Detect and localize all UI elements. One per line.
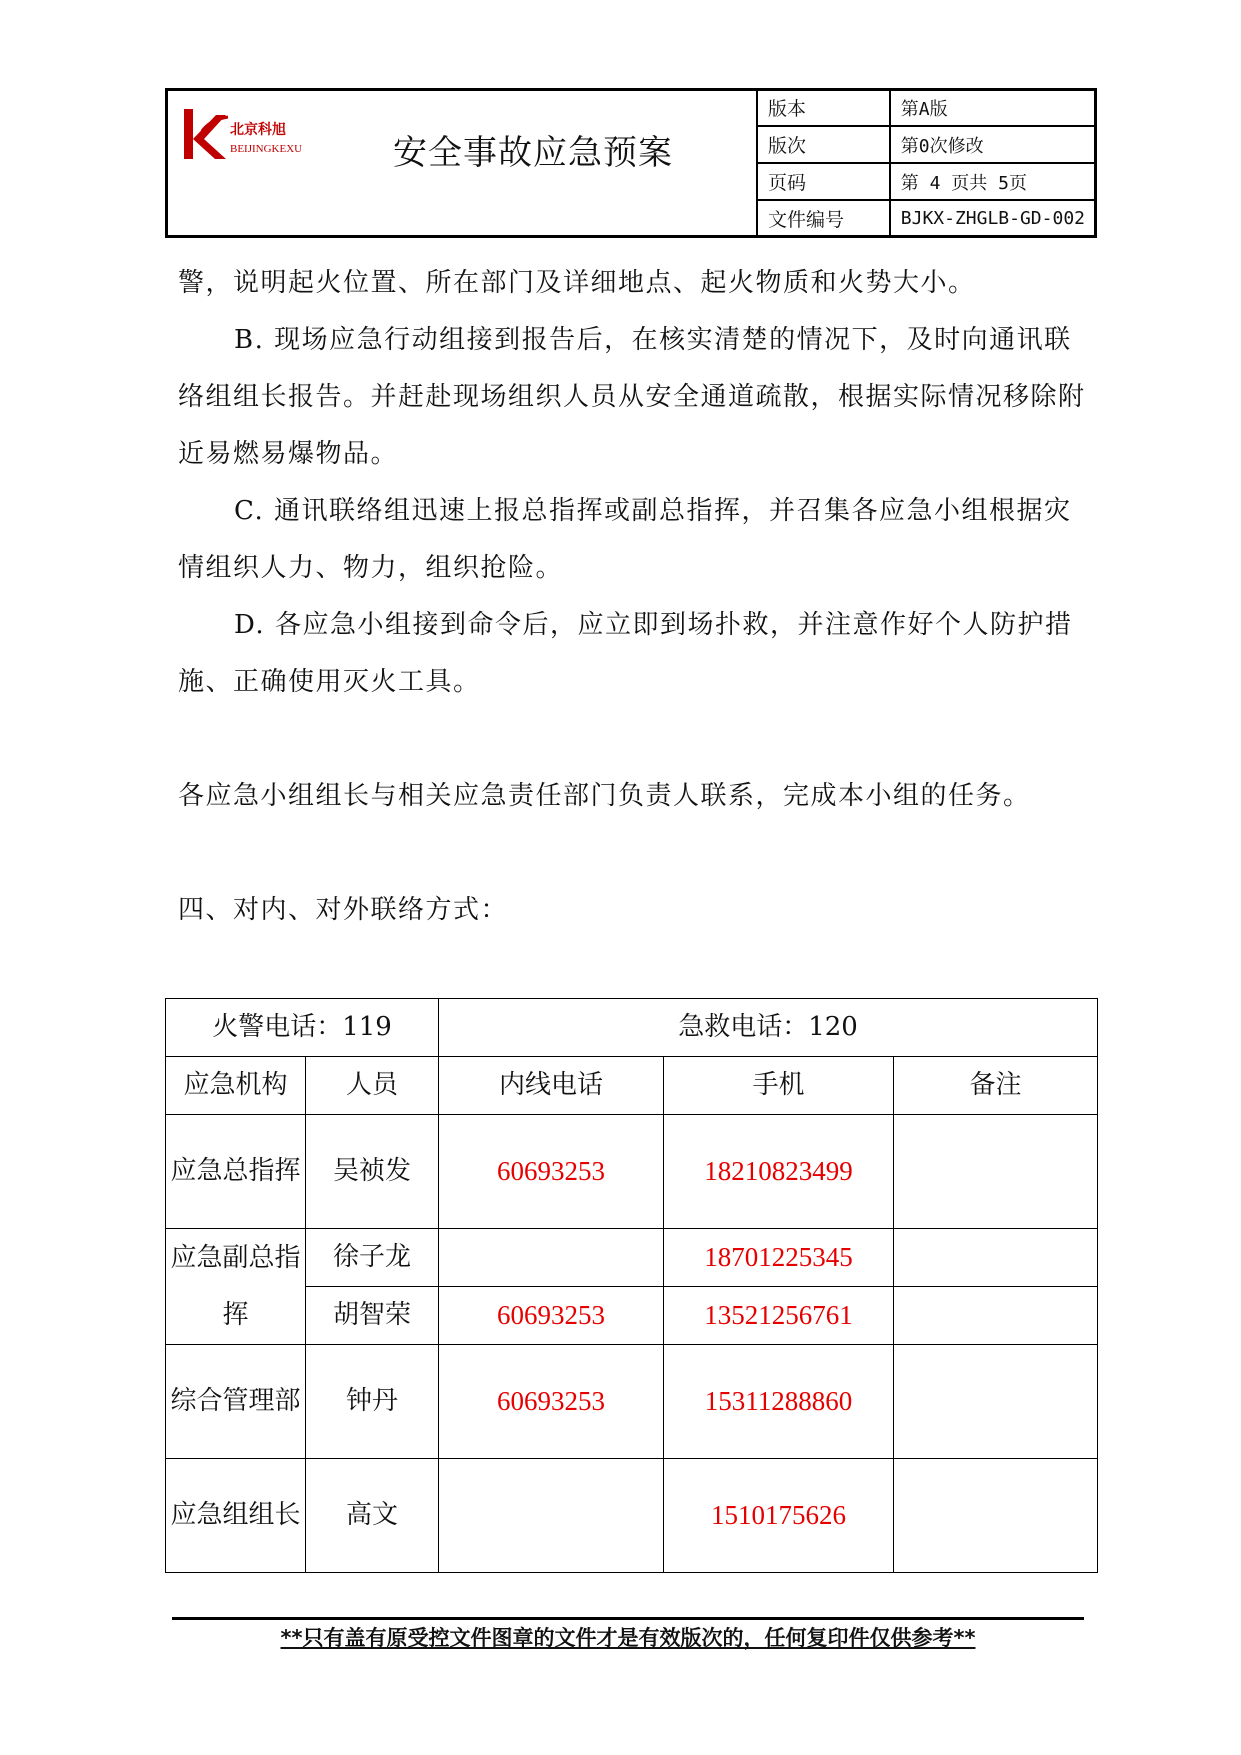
meta-value: 第0次修改 [890, 126, 1096, 163]
mobile-cell: 18701225345 [664, 1229, 894, 1287]
note-cell [894, 1115, 1098, 1229]
org-cell: 应急组组长 [166, 1459, 306, 1573]
table-row [166, 1287, 1098, 1345]
paragraph-b: B. 现场应急行动组接到报告后，在核实清楚的情况下，及时向通讯联络组组长报告。并赶赴现场组织人员从安全通道疏散，根据实际情况移除附近易燃易爆物品。 [178, 325, 1086, 469]
note-cell [894, 1229, 1098, 1287]
person-cell: 吴祯发 [306, 1115, 439, 1229]
footer-control-note: **只有盖有原受控文件图章的文件才是有效版次的，任何复印件仅供参考** [280, 1626, 976, 1650]
document-title: 安全事故应急预案 [393, 133, 673, 173]
section-heading-contacts: 四、对内、对外联络方式： [178, 895, 509, 925]
column-header: 备注 [894, 1057, 1098, 1115]
meta-label: 页码 [757, 163, 890, 200]
paragraph-group-leaders: 各应急小组组长与相关应急责任部门负责人联系，完成本小组的任务。 [178, 781, 1031, 811]
person-cell: 胡智荣 [306, 1287, 439, 1345]
table-row [166, 1459, 1098, 1573]
logo-chinese-name: 北京科旭 [230, 122, 286, 138]
column-header: 应急机构 [166, 1057, 306, 1115]
extension-cell: 60693253 [439, 1345, 664, 1459]
person-cell: 徐子龙 [306, 1229, 439, 1287]
fire-phone: 火警电话：119 [166, 999, 439, 1057]
meta-value: 第A版 [890, 89, 1096, 126]
extension-cell: 60693253 [439, 1115, 664, 1229]
company-logo [182, 101, 322, 171]
paragraph-d: D. 各应急小组接到命令后，应立即到场扑救，并注意作好个人防护措施、正确使用灭火工具。 [178, 610, 1073, 697]
extension-cell [439, 1229, 664, 1287]
note-cell [894, 1287, 1098, 1345]
extension-cell: 60693253 [439, 1287, 664, 1345]
org-cell: 综合管理部 [166, 1345, 306, 1459]
person-cell: 钟丹 [306, 1345, 439, 1459]
mobile-cell: 15311288860 [664, 1345, 894, 1459]
emergency-numbers-row [166, 999, 1098, 1057]
mobile-cell: 1510175626 [664, 1459, 894, 1573]
mobile-cell: 18210823499 [664, 1115, 894, 1229]
column-header: 内线电话 [439, 1057, 664, 1115]
meta-row [757, 200, 1096, 237]
contact-table [165, 998, 1098, 1573]
column-header: 手机 [664, 1057, 894, 1115]
mobile-cell: 13521256761 [664, 1287, 894, 1345]
ambulance-phone: 急救电话：120 [439, 999, 1098, 1057]
logo-english-name: BEIJINGKEXU [230, 143, 303, 155]
table-row [166, 1229, 1098, 1287]
paragraph-continuation: 警，说明起火位置、所在部门及详细地点、起火物质和火势大小。 [178, 268, 976, 298]
meta-label: 文件编号 [757, 200, 890, 237]
meta-value: 第 4 页共 5页 [890, 163, 1096, 200]
meta-label: 版本 [757, 89, 890, 126]
document-header [165, 88, 1097, 238]
meta-row [757, 163, 1096, 200]
meta-row [757, 126, 1096, 163]
meta-label: 版次 [757, 126, 890, 163]
table-row [166, 1345, 1098, 1459]
column-header: 人员 [306, 1057, 439, 1115]
footer-divider [172, 1617, 1084, 1620]
logo-mark-icon [182, 101, 230, 163]
org-cell: 应急总指挥 [166, 1115, 306, 1229]
person-cell: 高文 [306, 1459, 439, 1573]
meta-row [757, 89, 1096, 126]
note-cell [894, 1459, 1098, 1573]
meta-value: BJKX-ZHGLB-GD-002 [890, 200, 1096, 237]
table-header-row [166, 1057, 1098, 1115]
org-cell: 应急副总指挥 [166, 1229, 306, 1345]
extension-cell [439, 1459, 664, 1573]
document-meta-table [756, 88, 1097, 238]
paragraph-c: C. 通讯联络组迅速上报总指挥或副总指挥，并召集各应急小组根据灾情组织人力、物力，组织抢险。 [178, 496, 1072, 583]
table-row [166, 1115, 1098, 1229]
note-cell [894, 1345, 1098, 1459]
